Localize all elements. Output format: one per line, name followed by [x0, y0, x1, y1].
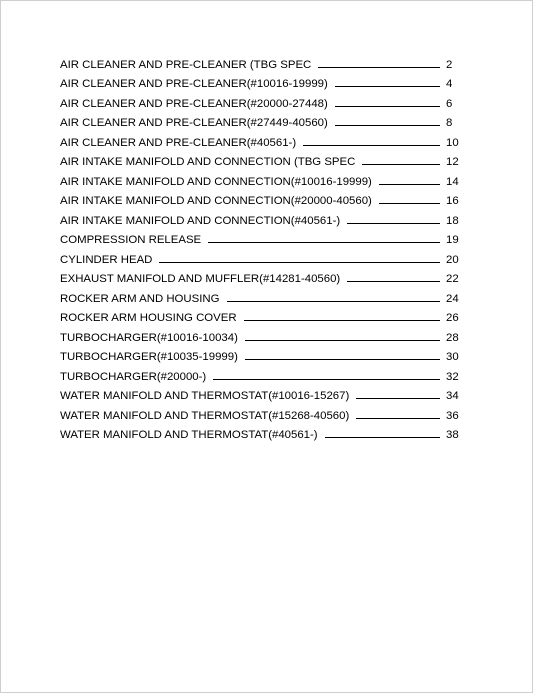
- toc-entry[interactable]: [60, 324, 466, 344]
- toc-entry-title: AIR INTAKE MANIFOLD AND CONNECTION(#10016-19999): [60, 175, 372, 188]
- toc-entry-title: COMPRESSION RELEASE: [60, 234, 202, 246]
- toc-entry[interactable]: [60, 246, 466, 266]
- toc-entry-title: AIR INTAKE MANIFOLD AND CONNECTION (TBG SPEC: [60, 156, 356, 168]
- toc-entry-page: 14: [446, 175, 459, 188]
- toc-entry[interactable]: [60, 422, 466, 442]
- toc-entry-title: EXHAUST MANIFOLD AND MUFFLER(#14281-40560): [60, 273, 341, 285]
- toc-entry[interactable]: [60, 285, 466, 305]
- toc-entry-page: 10: [446, 136, 459, 149]
- toc-leader-line: [356, 398, 440, 399]
- toc-entry-page: 28: [446, 331, 459, 344]
- toc-entry-title: AIR CLEANER AND PRE-CLEANER(#27449-40560): [60, 117, 328, 129]
- toc-leader-line: [303, 145, 440, 146]
- toc-entry-page: 22: [446, 273, 459, 285]
- toc-entry-page: 26: [446, 312, 459, 324]
- toc-leader-line: [213, 379, 440, 380]
- toc-entry-page: 2: [446, 58, 453, 71]
- toc-entry-title: ROCKER ARM AND HOUSING: [60, 292, 220, 305]
- toc-entry-page: 20: [446, 253, 459, 266]
- toc-entry[interactable]: [60, 129, 466, 149]
- toc-entry-page: 4: [446, 78, 453, 90]
- toc-entry-page: 32: [446, 370, 459, 383]
- toc-leader-line: [335, 125, 440, 126]
- toc-entry-page: 30: [446, 351, 459, 363]
- toc-entry[interactable]: [60, 207, 466, 227]
- toc-entry-title: TURBOCHARGER(#10016-10034): [60, 331, 238, 344]
- toc-entry-title: TURBOCHARGER(#20000-): [60, 370, 207, 383]
- toc-leader-line: [379, 184, 440, 185]
- toc-leader-line: [245, 359, 440, 360]
- toc-entry-title: AIR CLEANER AND PRE-CLEANER(#10016-19999): [60, 78, 328, 90]
- toc-entry[interactable]: [60, 344, 466, 364]
- toc-leader-line: [325, 437, 440, 438]
- toc-entry[interactable]: [60, 188, 466, 208]
- toc-entry-page: 18: [446, 214, 459, 227]
- toc-entry-title: AIR CLEANER AND PRE-CLEANER(#40561-): [60, 136, 297, 149]
- toc-entry-title: AIR CLEANER AND PRE-CLEANER(#20000-27448): [60, 97, 328, 110]
- toc-entry[interactable]: [60, 90, 466, 110]
- toc-entry-title: WATER MANIFOLD AND THERMOSTAT(#15268-40560): [60, 409, 350, 422]
- toc-leader-line: [245, 340, 440, 341]
- toc-entry[interactable]: [60, 305, 466, 325]
- toc-entry[interactable]: [60, 266, 466, 286]
- toc-entry-page: 16: [446, 195, 459, 207]
- toc-entry-page: 8: [446, 117, 453, 129]
- toc-entry[interactable]: [60, 383, 466, 403]
- toc-entry[interactable]: [60, 149, 466, 169]
- toc-leader-line: [347, 281, 440, 282]
- toc-leader-line: [379, 203, 440, 204]
- toc-leader-line: [318, 67, 440, 68]
- toc-leader-line: [159, 262, 440, 263]
- toc-leader-line: [244, 320, 440, 321]
- toc-entry-title: TURBOCHARGER(#10035-19999): [60, 351, 238, 363]
- toc-leader-line: [347, 223, 440, 224]
- toc-entry-page: 19: [446, 234, 459, 246]
- toc-entry-title: WATER MANIFOLD AND THERMOSTAT(#10016-15267): [60, 390, 350, 402]
- toc-entry-title: AIR INTAKE MANIFOLD AND CONNECTION(#40561-): [60, 214, 341, 227]
- toc-leader-line: [227, 301, 441, 302]
- toc-entry[interactable]: [60, 110, 466, 130]
- toc-entry[interactable]: [60, 51, 466, 71]
- toc-entry-title: ROCKER ARM HOUSING COVER: [60, 312, 237, 324]
- table-of-contents: [60, 51, 466, 441]
- toc-entry-page: 6: [446, 97, 453, 110]
- toc-leader-line: [208, 242, 440, 243]
- toc-entry-title: AIR CLEANER AND PRE-CLEANER (TBG SPEC: [60, 58, 312, 71]
- toc-leader-line: [335, 86, 440, 87]
- toc-leader-line: [356, 418, 440, 419]
- toc-leader-line: [335, 106, 440, 107]
- toc-entry[interactable]: [60, 168, 466, 188]
- toc-entry-page: 34: [446, 390, 459, 402]
- toc-entry-page: 38: [446, 429, 459, 441]
- toc-entry-page: 36: [446, 409, 459, 422]
- toc-entry[interactable]: [60, 402, 466, 422]
- toc-entry[interactable]: [60, 227, 466, 247]
- toc-entry-page: 12: [446, 156, 459, 168]
- toc-entry-page: 24: [446, 292, 459, 305]
- toc-entry[interactable]: [60, 363, 466, 383]
- toc-leader-line: [362, 164, 440, 165]
- toc-entry-title: CYLINDER HEAD: [60, 253, 153, 266]
- toc-entry-title: AIR INTAKE MANIFOLD AND CONNECTION(#20000-40560): [60, 195, 372, 207]
- toc-entry-title: WATER MANIFOLD AND THERMOSTAT(#40561-): [60, 429, 318, 441]
- toc-entry[interactable]: [60, 71, 466, 91]
